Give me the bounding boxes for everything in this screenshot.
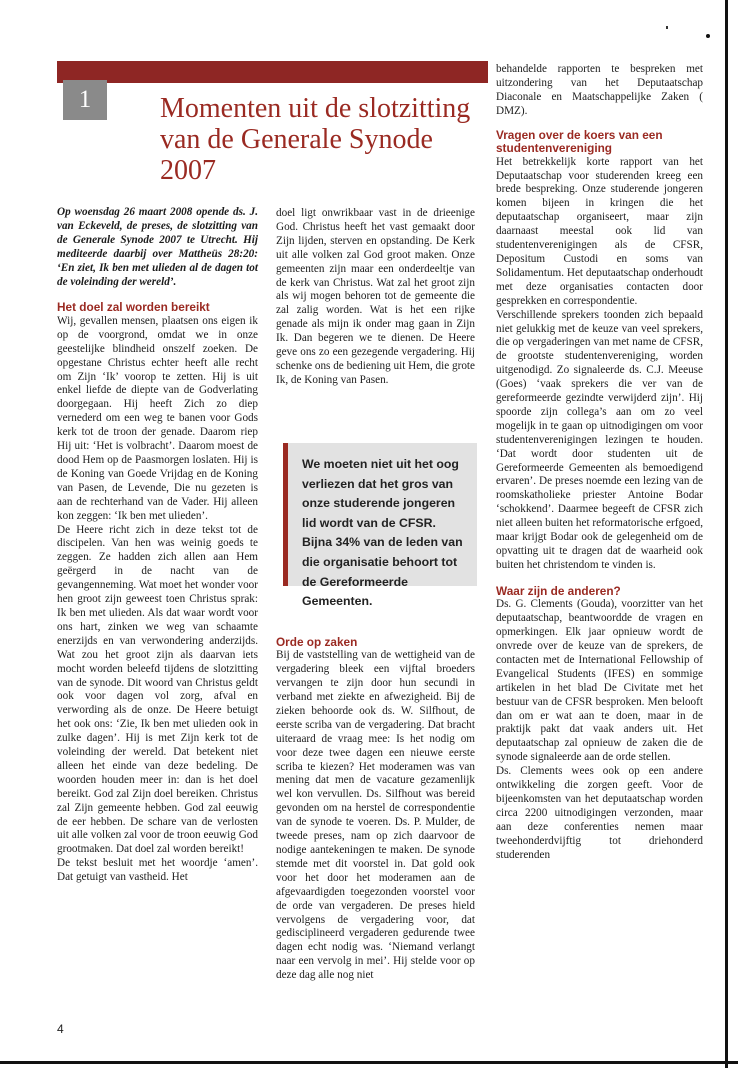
pullquote-box bbox=[283, 443, 477, 609]
body-paragraph: Ds. Clements wees ook op een andere ontwikkeling die zorgen geeft. Voor de bijeenkomsten van het deputaatschap worden circa 2200 uitnodigingen verzonden, maar aan deze conferenties nemen maar tweehonderdvijftig tot driehonderd studerenden bbox=[496, 765, 703, 861]
pullquote-text: We moeten niet uit het oog verliezen dat het gros van onze studerende jongeren lid wordt van de CFSR. Bijna 34% van de leden van die organisatie behoort tot de Gereformeerde Gemeenten. bbox=[302, 457, 463, 609]
body-paragraph: Het betrekkelijk korte rapport van het Deputaatschap voor studerenden kreeg een brede bespreking. Onze studerende jongeren komen bijeen in kringen die het deputaatschap organiseert, maar zijn daarnaast meestal ook lid van studentenverenigingen als de CFSR, Depositum Custodi en soms van Solidamentum. Het deputaatschap onderhoudt met deze organisaties contacten door gesprekken en correspondentie. bbox=[496, 155, 703, 307]
column-3 bbox=[496, 63, 703, 863]
section-heading: Het doel zal worden bereikt bbox=[57, 300, 210, 315]
body-paragraph: Ds. G. Clements (Gouda), voorzitter van het deputaatschap, beantwoordde de vragen en opmerkingen. Elk jaar opnieuw wordt de onvrede over de keuze van de sprekers, de contacten met de International Fellowship of Evangelical Students (IFES) en sommige artikelen in het blad De Civitate met het bestuur van de CFSR besproken. Men belooft dan om er wat aan te doen, maar in de praktijk pakt dat vaak anders uit. Het deputaatschap zal opnieuw de zaken die de synode signaleerde aan de orde stellen. bbox=[496, 598, 703, 764]
body-paragraph: De tekst besluit met het woordje ‘amen’. Dat getuigt van vastheid. Het bbox=[57, 857, 258, 884]
body-paragraph: De Heere richt zich in deze tekst tot de discipelen. Van hen was weinig goeds te zeggen. Ze hadden zich allen aan Hem geërgerd in de nacht van de gevangenneming. Wat moet het wonder voor hen groot zijn geweest toen Christus sprak: Ik ben met ulieden. Als dat waar wordt voor ons hart, zinken we weg van schaamte enerzijds en van verwondering anderzijds. Wat zou het groot zijn als daarvan iets mocht worden beleefd tijdens de slotzitting van de synode. Dit woord van Christus geldt ook voor dagen vol zorg, afval en verwording als de onze. De Heere betuigt het ook ons: ‘Zie, Ik ben met ulieden ook in zulke dagen’. Hij is met Zijn kerk tot de voleinding der wereld. Dat betekent niet alleen het einde van deze bedeling. De woorden houden meer in: dan is het doel bereikt. God zal Zijn doel bereiken. Christus zal Zijn gemeente hebben. God zal eeuwig de eer hebben. De schare van de verlosten uit alle volken zal voor de troon eeuwig God grootmaken. Dat doel zal worden bereikt! bbox=[57, 523, 258, 856]
page-bottom-line bbox=[0, 1061, 738, 1064]
section-heading: Orde op zaken bbox=[276, 634, 358, 649]
title-accent-bar bbox=[57, 61, 488, 83]
section-heading: Vragen over de koers van een studentenvereniging bbox=[496, 127, 663, 156]
section-heading: Waar zijn de anderen? bbox=[496, 583, 621, 598]
body-paragraph: Wij, gevallen mensen, plaatsen ons eigen ik op de voorgrond, omdat we in onze geestelijke blindheid onszelf zoeken. De opgestane Christus echter heeft alle recht om Zijn ‘Ik’ voorop te zetten. Hij is uit enkel liefde de diepte van de Godverlating doorgegaan. Hij heeft Zich zo diep vernederd om een weg te banen voor Gods kerk tot de troon der genade. Daarom riep Hij uit: ‘Het is volbracht’. Daarom moest de dood Hem op de Paasmorgen loslaten. Hij is de Koning van Goede Vrijdag en de Koning van Pasen, de Levende, Die nu gezeten is aan de rechterhand van de Vader. Hij alleen kon zeggen: ‘Ik ben met ulieden’. bbox=[57, 314, 258, 522]
page-number: 4 bbox=[57, 1022, 64, 1036]
body-paragraph: Bij de vaststelling van de wettigheid van de vergadering bleek een vijftal broeders vervangen te zijn door hun secundi in verband met ziekte en afwezigheid. Bij de zieken behoorde ook ds. W. Silfhout, de eerste scriba van de vergadering. Dat bracht uiteraard de vraag mee: Is het nodig om voor deze twee dagen een nieuwe eerste scriba te kiezen? Het moderamen was van mening dat men de vacature gezamenlijk wel kon vervullen. Ds. Silfhout was bereid gevonden om na herstel de correspondentie van de synode te voeren. Ds. P. Mulder, de tweede preses, nam op zich daarvoor de nodige aantekeningen te maken. De synode stemde met dit voorstel in. Dat gold ook voor het door het moderamen aan de afgevaardigden toegezonden voorstel voor de orde van vergaderen. De preses hield vervolgens de vergadering voor, dat gedisciplineerd vergaderen gedurende twee dagen echt nodig was. ‘Niemand verlangt naar een vervolg in mei’. Hij stelde voor op deze dag alle nog niet bbox=[276, 649, 475, 982]
chapter-number-box: 1 bbox=[63, 80, 107, 120]
page-edge-line bbox=[725, 0, 728, 1068]
scan-speck bbox=[706, 34, 710, 38]
scan-speck-small bbox=[666, 26, 668, 29]
column-1 bbox=[57, 206, 258, 885]
body-paragraph: Verschillende sprekers toonden zich bepaald niet gelukkig met de keuze van veel sprekers, die op vergaderingen van met name de CFSR, de grootste studentenvereniging, worden uitgenodigd. Zo signaleerde ds. C.J. Meeuse (Goes) ‘vaak sprekers die ver van de gereformeerde gezindte verwijderd zijn’. Hij spoorde zijn collega’s aan om zo veel mogelijk in te gaan op uitnodigingen om voor studentenverenigingen lezingen te houden. ‘Dat wordt door studenten uit de Gereformeerde Gemeenten als bemoedigend ervaren’. De preses noemde een lezing van de roomskatholieke priester Antoine Bodar ‘schokkend’. Daarmee begeeft de CFSR zich niet alleen buiten het reformatorische erfgoed, maar krijgt Bodar ook de gelegenheid om de opvatting uit te dragen dat de waarheid ook buiten het christendom te vinden is. bbox=[496, 308, 703, 571]
article-title: Momenten uit de slotzitting van de Generale Synode 2007 bbox=[160, 93, 471, 186]
body-paragraph: behandelde rapporten te bespreken met uitzondering van het Deputaatschap Diaconale en Maatschappelijke Zaken ( DMZ). bbox=[496, 63, 703, 117]
body-paragraph: doel ligt onwrikbaar vast in de drieenige God. Christus heeft het vast gemaakt door Zijn lijden, sterven en opstanding. De Kerk uit alle volken zal God groot maken. Onze gemeenten zijn maar een onderdeeltje van de kerk van Christus. Wat zal het groot zijn als wij mogen behoren tot de gemeente die zal zalig worden. Wat is het een rijke genade als mijn ik onder mag gaan in Zijn Ik. Dan begeren we te dienen. De Heere geve ons zo een gezegende vergadering. Hij schenke ons de bediening uit Hem, die grote Ik, de Koning van Pasen. bbox=[276, 207, 475, 386]
intro-paragraph: Op woensdag 26 maart 2008 opende ds. J. van Eckeveld, de preses, de slotzitting van de Generale Synode 2007 te Utrecht. Hij mediteerde daarbij over Mattheüs 28:20: ‘En ziet, Ik ben met ulieden al de dagen tot de voleinding der wereld’. bbox=[57, 206, 258, 288]
